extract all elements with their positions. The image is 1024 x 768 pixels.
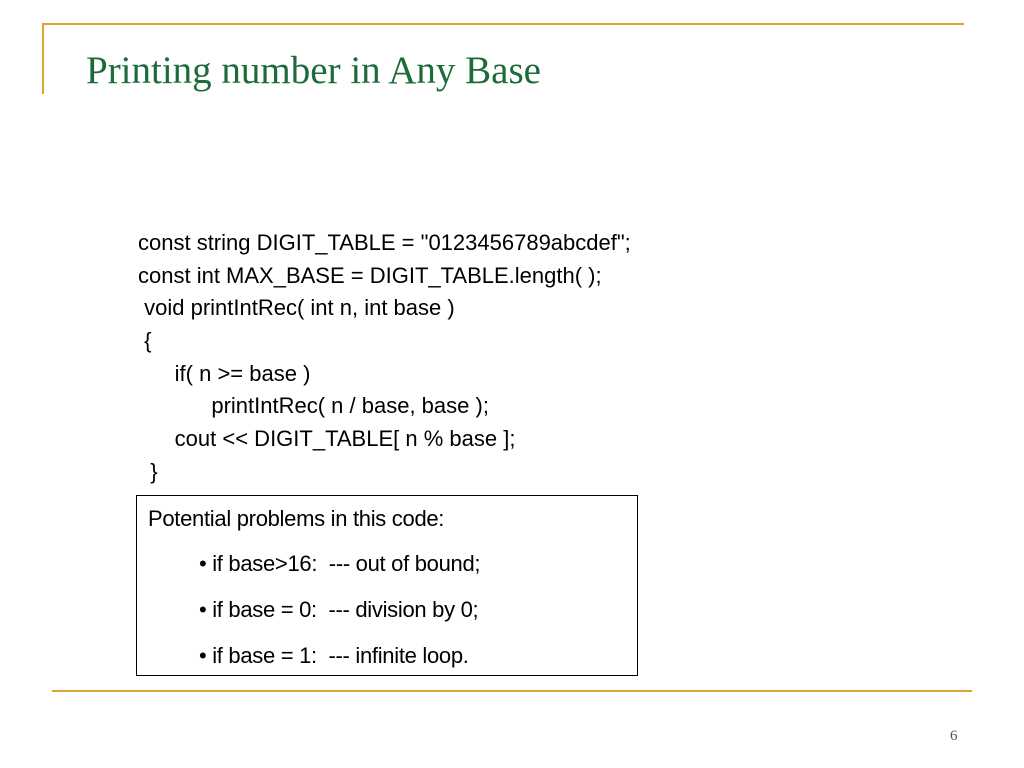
slide-title: Printing number in Any Base	[86, 49, 541, 92]
problem-item: • if base = 1: --- infinite loop.	[199, 643, 469, 668]
code-line: {	[138, 328, 152, 354]
top-rule	[43, 23, 964, 25]
page-number: 6	[950, 728, 958, 744]
code-line: printIntRec( n / base, base );	[138, 393, 489, 419]
code-line: cout << DIGIT_TABLE[ n % base ];	[138, 426, 516, 452]
code-line: }	[138, 458, 158, 484]
code-block	[138, 227, 631, 489]
code-line: void printIntRec( int n, int base )	[138, 295, 455, 321]
bottom-rule	[52, 690, 972, 692]
code-line: const string DIGIT_TABLE = "0123456789abcdef";	[138, 230, 631, 255]
code-line: if( n >= base )	[138, 360, 311, 386]
problem-item: • if base = 0: --- division by 0;	[199, 597, 479, 622]
problem-item: • if base>16: --- out of bound;	[199, 551, 481, 576]
left-rule	[42, 23, 44, 94]
code-line: const int MAX_BASE = DIGIT_TABLE.length( );	[138, 262, 602, 288]
problems-box	[136, 495, 638, 676]
problems-heading: Potential problems in this code:	[148, 506, 445, 531]
